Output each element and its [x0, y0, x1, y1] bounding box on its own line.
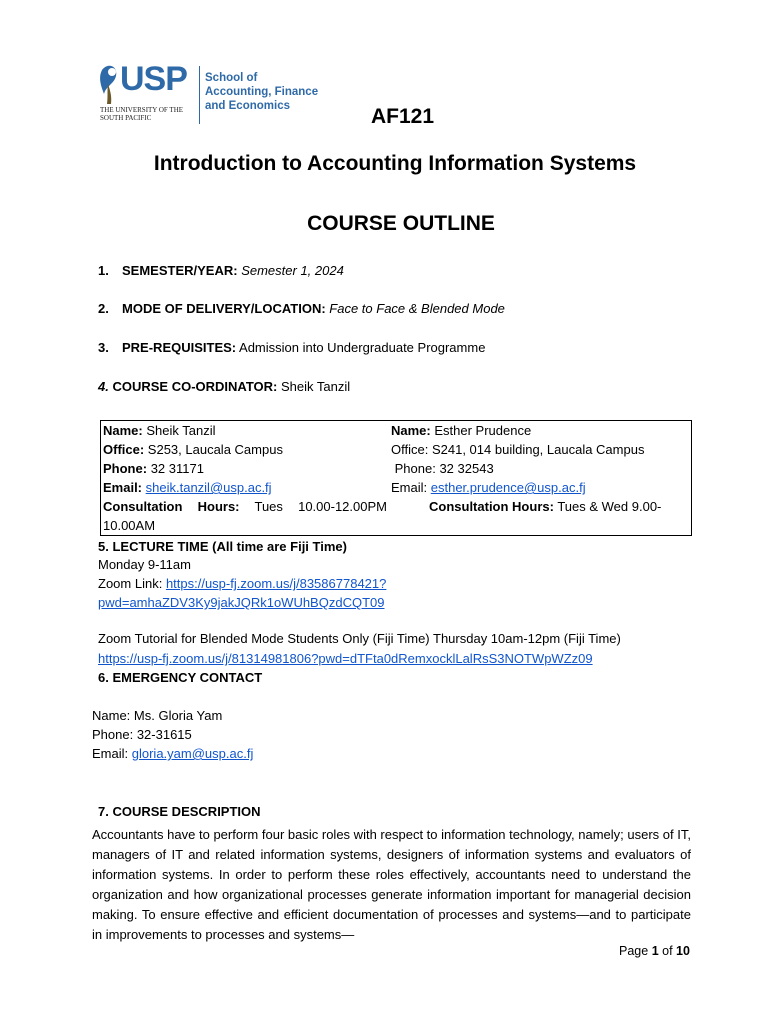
emergency-name: Name: Ms. Gloria Yam [92, 708, 223, 723]
page-number: Page 1 of 10 [619, 944, 690, 958]
item-semester: 1. SEMESTER/YEAR: Semester 1, 2024 [98, 263, 344, 278]
coordinator-email-link[interactable]: sheik.tanzil@usp.ac.fj [145, 480, 272, 495]
tutorial-zoom-link[interactable]: https://usp-fj.zoom.us/j/81314981806?pwd=dTFta0dRemxocklLalRsS3NOTWpWZz09 [98, 651, 593, 666]
logo-school-name: School of Accounting, Finance and Economics [205, 72, 319, 112]
coordinator-cell-1: Name: Sheik Tanzil Office: S253, Laucala Campus Phone: 32 31171 Email: sheik.tanzil@usp.ac.fj Consultation Hours: Tues 10.00-12.00PM 10.00AM [103, 423, 387, 533]
zoom-link-line: Zoom Link: https://usp-fj.zoom.us/j/83586778421? [98, 576, 387, 591]
emergency-phone: Phone: 32-31615 [92, 727, 192, 742]
tutorial-info: Zoom Tutorial for Blended Mode Students Only (Fiji Time) Thursday 10am-12pm (Fiji Time) [98, 631, 621, 646]
lecture-heading: 5. LECTURE TIME (All time are Fiji Time) [98, 539, 347, 554]
tutor-email-link[interactable]: esther.prudence@usp.ac.fj [430, 480, 586, 495]
zoom-link[interactable]: https://usp-fj.zoom.us/j/83586778421? [165, 576, 387, 591]
emergency-email: Email: gloria.yam@usp.ac.fj [92, 746, 254, 761]
item-delivery: 2. MODE OF DELIVERY/LOCATION: Face to Face & Blended Mode [98, 301, 505, 316]
description-text: Accountants have to perform four basic roles with respect to information technology, namely; users of IT, managers of IT and related information systems, designers of information systems and evaluators of information systems. In order to perform these roles effectively, accountants need to understand the organization and how organizational processes generate information important for managerial decision making. To ensure effective and efficient documentation of processes and systems—and to participate in improvements to processes and systems— [92, 827, 691, 942]
emergency-email-link[interactable]: gloria.yam@usp.ac.fj [131, 746, 254, 761]
zoom-link-continued[interactable]: pwd=amhaZDV3Ky9jakJQRk1oWUhBQzdCQT09 [98, 595, 385, 610]
coordinator-table [100, 420, 692, 536]
logo-acronym: USP [120, 60, 187, 98]
logo-divider [199, 66, 200, 124]
item-prerequisites: 3. PRE-REQUISITES: Admission into Undergraduate Programme [98, 340, 486, 355]
course-title: Introduction to Accounting Information Systems [153, 152, 637, 175]
description-heading: 7. COURSE DESCRIPTION [98, 804, 261, 819]
lecture-time: Monday 9-11am [98, 557, 191, 572]
course-code: AF121 [371, 105, 435, 128]
emergency-heading: 6. EMERGENCY CONTACT [98, 670, 263, 685]
document-subtitle: COURSE OUTLINE [307, 212, 495, 235]
logo-university-name: THE UNIVERSITY OF THE SOUTH PACIFIC [100, 106, 184, 122]
coordinator-cell-2: Name: Esther Prudence Office: S241, 014 building, Laucala Campus Phone: 32 32543 Email: esther.prudence@usp.ac.fj Consultation Hours: Tues & Wed 9.00- [391, 423, 662, 514]
item-coordinator: 4. COURSE CO-ORDINATOR: Sheik Tanzil [98, 379, 351, 394]
